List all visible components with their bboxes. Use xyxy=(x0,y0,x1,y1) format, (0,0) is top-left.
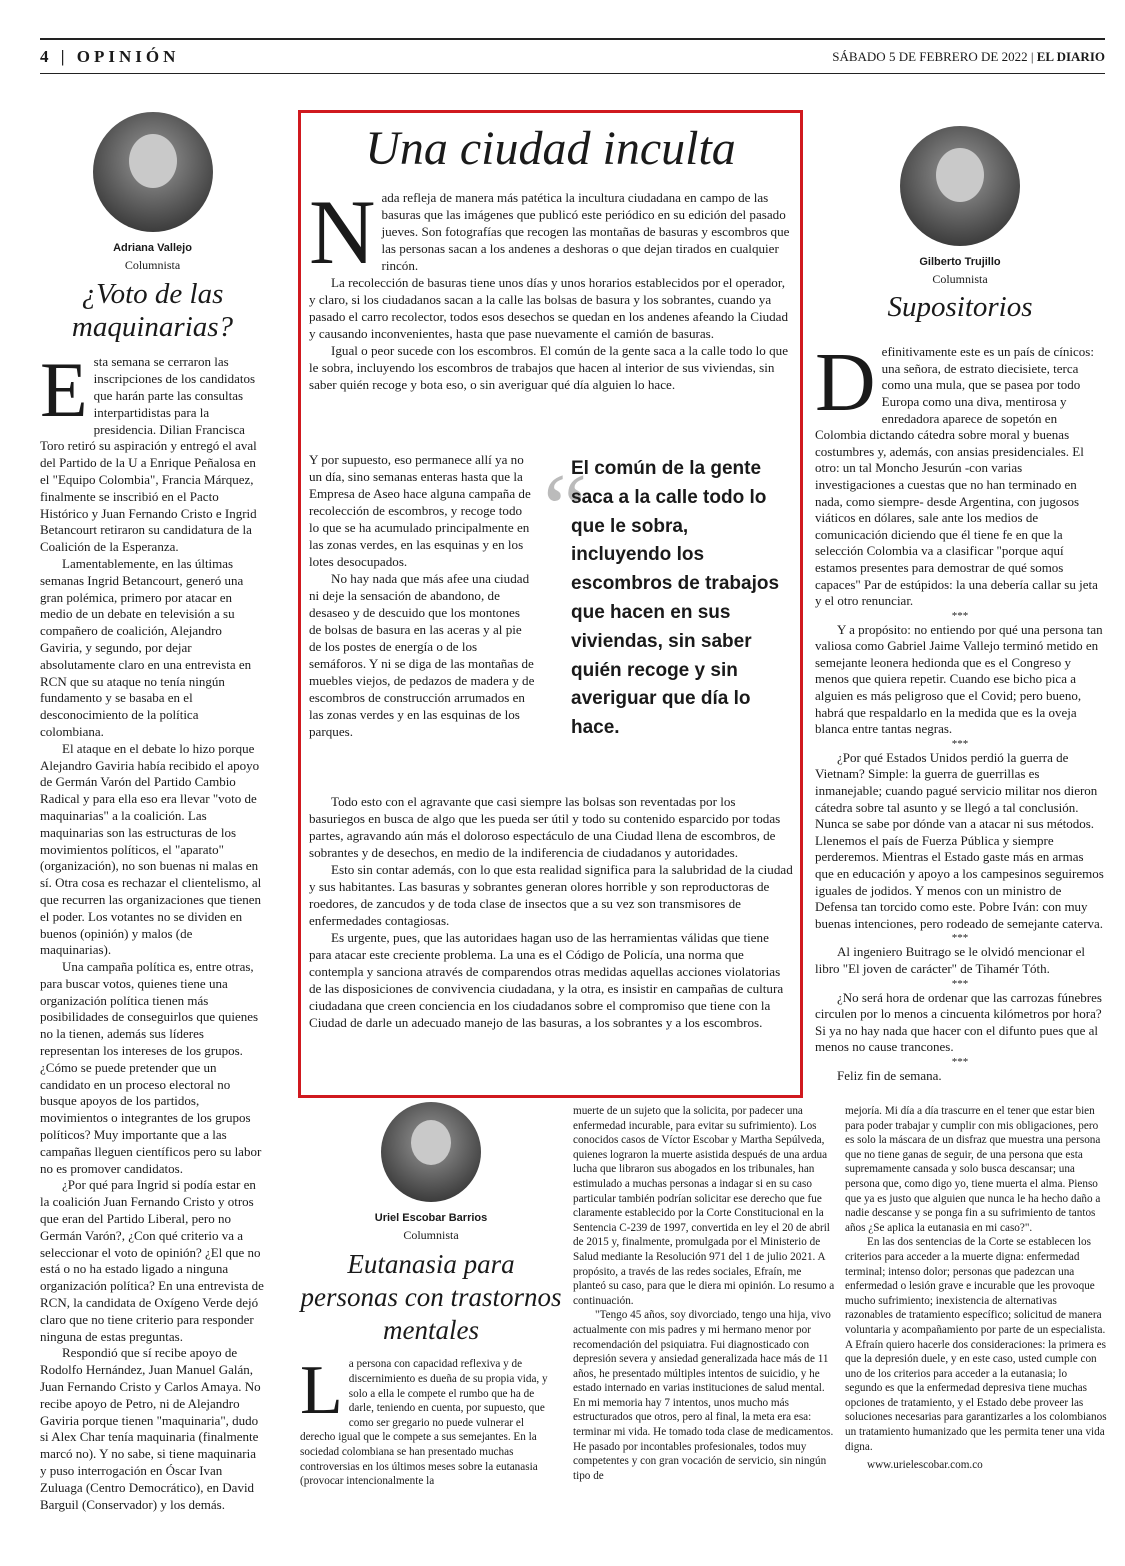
paragraph: muerte de un sujeto que la solicita, por padecer una enfermedad incurable, para evitar su sufrimiento). Los conocidos casos de Víctor Escobar y Martha Sepúlveda, quienes lograron la muerte asistida después de una ardua lucha que libraron sus abogados en los tribunales, han estimulado a muchas personas a indagar si en su caso particular también podrían solicitar ese derecho que fue claramente establecido por la Corte Constitucional en la Sentencia C-239 de 1997, convertida en ley el 20 de abril de 2015 y, finalmente, promulgada por el Ministerio de Salud mediante la Resolución 971 del 1 de julio 2021. A propósito, a través de las redes sociales, Efraín, me planteó su caso, para que le diera mi opinión. Lo resumo a continuación. xyxy=(573,1105,835,1307)
editorial-body-narrow xyxy=(309,451,535,740)
column-body xyxy=(40,346,265,1513)
author-name: Adriana Vallejo xyxy=(113,242,192,254)
column-title: ¿Voto de las maquinarias? xyxy=(71,278,234,344)
article-body xyxy=(300,1352,562,1488)
paragraph: ¿No será hora de ordenar que las carrozas fúnebres circulen por lo menos a cincuenta kilómetros por hora? Si ya no hay nada que hacer con el difunto pues que al menos no cause trancones. xyxy=(815,989,1102,1055)
section-label: 4 | OPINIÓN xyxy=(40,46,180,66)
left-column xyxy=(40,112,265,1513)
separator: *** xyxy=(951,737,969,750)
bottom-author-block xyxy=(300,1102,562,1489)
dropcap: D xyxy=(815,336,876,430)
paragraph: "Tengo 45 años, soy divorciado, tengo una hija, vivo actualmente con mis padres y mi hermano menor por recomendación del psiquiatra. Fui diagnosticado con depresión severa y ansiedad generalizada hace más de 11 años, he presentado múltiples intentos de suicidio, y he estado internado en varias instituciones de salud mental. En mi memoria hay 7 intentos, unos mucho más estructurados que otros, pero al final, la meta era esa: terminar mi vida. He tomado toda clase de medicamentos. He pasado por incontables profesionales, todos muy competentes y con gran vocación de servicio, sin ningún tipo de xyxy=(573,1309,834,1482)
date-text: SÁBADO 5 DE FEBRERO DE 2022 | xyxy=(832,48,1034,64)
paragraph: Lamentablemente, en las últimas semanas Ingrid Betancourt, generó una gran polémica, primero por atacar en medio de un debate en televisión a su compañero de coalición, Alejandro Gaviria, y segundo, por dejar absolutamente claro en una entrevista en RCN que su ataque no tenía ningún fundamento y se basaba en el desconocimiento de la política colombiana. xyxy=(40,555,252,739)
paragraph: Una campaña política es, entre otras, para buscar votos, quienes tiene una organización política tienen más posibilidades de conseguirlos que quienes no la tienen, además sus líderes representan los intereses de los grupos. ¿Cómo se puede pretender que un candidato en un proceso electoral no busque apoyos de los partidos, movimientos o integrantes de los grupos políticos? Muy importante que a las campañas lleguen científicos pero su labor no es promover candidatos. xyxy=(40,959,262,1176)
author-photo-escobar xyxy=(381,1102,481,1202)
paragraph: El ataque en el debate lo hizo porque Alejandro Gaviria había recibido el apoyo de Germán Varón del Partido Cambio Radical y para ella eso era llevar "voto de maquinarias" a la coalición. Las maquinarias son las estructuras de los movimientos políticos, el "aparato" (organización), no son buenas ni malas en sí. Otra cosa es rechazar el clientelismo, al que recurren las organizaciones que tienen el poder. Los votantes no se dividen en buenos (opinión) y malos (de maquinarias). xyxy=(40,740,262,958)
right-column xyxy=(815,126,1105,1085)
column-title: Supositorios xyxy=(887,291,1033,324)
paragraph: Y a propósito: no entiendo por qué una persona tan valiosa como Gabriel Jaime Vallejo terminó metido en semejante leonera hedionda que es el Congreso y menos que quiera repetir. Cuando ese bicho pica a alguien es más peligroso que el Covid; pero bueno, habrá que respaldarlo en la medida que es la oveja blanca entre tantas negras. xyxy=(815,621,1103,737)
paragraph: Feliz fin de semana. xyxy=(837,1067,942,1083)
lead-paragraph: efinitivamente este es un país de cínicos: una señora, de estrato diecisiete, terca como una mula, que se pasea por todo Europa como una diva, mentirosa y enredadora aparece de sopetón en Colombia dictando cátedra sobre moral y buenas costumbres y, además, con ansias presidenciales. El otro: un tal Moncho Jesurún -con varias investigaciones a cuestas que no han terminado en nada, como siempre- desde Argentina, con jugosos viáticos en dólares, sale ante los medios de comunicación diciendo que él tiene fe en que la selección Colombia va a clasificar "porque aquí estamos presentes para demostrar de qué somos capaces" Par de estúpidos: la una debería callar su jeta y el otro renunciar. xyxy=(815,344,1098,609)
paper-name: EL DIARIO xyxy=(1036,48,1105,64)
paragraph: Respondió que sí recibe apoyo de Rodolfo Hernández, Juan Manuel Galán, Juan Fernando Cristo y Carlos Amaya. No recibe apoyo de Petro, ni de Alejandro Gaviria porque tienen "maquinaria", dudo si Alex Char tenía maquinaria (finalmente marcó no). Y no sabe, si tiene maquinaria y puso interrogación en Óscar Ivan Zuluaga (Centro Democrático), en David Barguil (Conservador) y los demás. xyxy=(40,1345,261,1512)
paragraph: Todo esto con el agravante que casi siempre las bolsas son reventadas por los basuriegos en busca de algo que les pueda ser útil y todo su contenido esparcido por todas partes, agravando aún más el doloroso espectáculo de una Ciudad llena de escombros, de sobrantes y de desechos, en medio de la indiferencia de ciudadanos y autoridades. xyxy=(309,794,781,860)
article-title: Eutanasia para personas con trastornos mentales xyxy=(300,1249,562,1346)
editorial-title: Una ciudad inculta xyxy=(365,122,736,175)
separator: *** xyxy=(951,932,969,945)
date-line xyxy=(832,49,1105,65)
page-header xyxy=(40,38,1105,74)
paragraph: Igual o peor sucede con los escombros. El común de la gente saca a la calle todo lo que le sobra, incluyendo los escombros de trabajos que hacen al interior de sus viviendas, sin saber quién recoge y bota eso, o sin averiguar qué día alguien lo hace. xyxy=(309,343,789,392)
author-role: Columnista xyxy=(403,1228,459,1243)
author-name: Uriel Escobar Barrios xyxy=(374,1212,488,1224)
author-name: Gilberto Trujillo xyxy=(919,256,1001,268)
lead-paragraph: ada refleja de manera más patética la incultura ciudadana en campo de las basuras que las imágenes que publicó este periódico en su edición del pasado jueves. Son fotografías que recogen las montañas de basuras y escombros que las personas sacan a los andenes a deshoras o que dejan tirados en cualquier rincón. xyxy=(381,190,790,273)
dropcap: N xyxy=(309,181,376,283)
paragraph: La recolección de basuras tiene unos días y unos horarios establecidos por el operador, y claro, si los ciudadanos sacan a la calle las bolsas de basura y los sobrantes, cuando ya pasado el carro recolector, todos esos desechos se quedan en los andenes afeando la Ciudad y causando inconvenientes, hasta que pase nuevamente el camión de basuras. xyxy=(309,275,789,341)
editorial-body-bottom xyxy=(309,793,793,1031)
author-role: Columnista xyxy=(124,258,181,273)
editorial-box xyxy=(298,110,803,1098)
pull-quote: El común de la gente saca a la calle todo lo que le sobra, incluyendo los escombros de trabajos que hacen en sus viviendas, sin saber quién recoge y sin averiguar que día lo hace. xyxy=(571,458,780,739)
paragraph: No hay nada que más afee una ciudad ni deje la sensación de abandono, de desaseo y de descuido que los montones de bolsas de basura en las aceras y al pie de los postes de energía o de los semáforos. Y ni se diga de las montañas de muebles viejos, de pedazos de madera y de escombros de construcción arrumados en las zonas verdes y en las esquinas de los parques. xyxy=(309,571,535,739)
paragraph: Esto sin contar además, con lo que esta realidad significa para la salubridad de la ciudad y sus habitantes. Las basuras y sobrantes generan olores horrible y son reproductoras de roedores, de zancudos y de toda clase de insectos que a su vez son transmisores de enfermedades contagiosas. xyxy=(309,862,793,928)
quote-mark-icon: “ xyxy=(543,453,588,564)
author-photo-trujillo xyxy=(900,126,1020,246)
dropcap: L xyxy=(300,1352,343,1430)
editorial-body-top xyxy=(309,181,793,393)
author-url[interactable]: www.urielescobar.com.co xyxy=(867,1459,983,1472)
dropcap: E xyxy=(40,346,88,434)
paragraph: En las dos sentencias de la Corte se establecen los criterios para acceder a la muerte digna: enfermedad terminal; intenso dolor; personas que padezcan una enfermedad o lesión grave e incurable que les provoque mucho sufrimiento; inexistencia de alternativas razonables de tratamiento específico; solicitud de manera voluntaria y acompañamiento por parte de un especialista. A Efraín quiero hacerle dos consideraciones: la primera es que la depresión duele, y en este caso, usted cumple con uno de los criterios para acceder a la eutanasia; lo segundo es que la enfermedad depresiva tiene muchas opciones de tratamiento, y el Estado debe proveer las soluciones necesarias para garantizarles a los colombianos un tratamiento humanizado que les permita tener una vida digna. xyxy=(845,1236,1107,1453)
lead-paragraph: a persona con capacidad reflexiva y de discernimiento es dueña de su propia vida, y solo a ella le compete el rumbo que ha de darle, teniendo en cuenta, por supuesto, que como ser gregario no puede vulnerar el derecho igual que le compete a sus semejantes. En la sociedad colombiana se han presentado muchas controversias en los últimos meses sobre la eutanasia (provocar intencionalmente la xyxy=(300,1358,548,1488)
paragraph: ¿Por qué para Ingrid si podía estar en la coalición Juan Fernando Cristo y otros que eran del Partido Liberal, pero no Germán Varón?, ¿Con qué criterio va a seleccionar el voto de opinión? ¿El que no está o no ha estado ligado a ninguna organización política? En una entrevista de RCN, la candidata de Oxígeno Verde dejó claro que no tiene criterio para responder ninguna de estas preguntas. xyxy=(40,1177,264,1344)
paragraph: Al ingeniero Buitrago se le olvidó mencionar el libro "El joven de carácter" de Tihamér Tóth. xyxy=(815,944,1086,976)
separator: *** xyxy=(951,609,969,622)
bottom-right-column xyxy=(845,1104,1107,1473)
separator: *** xyxy=(951,977,969,990)
separator: *** xyxy=(951,1055,969,1068)
paragraph: Es urgente, pues, que las autoridaes hagan uso de las herramientas válidas que tiene para atacar este creciente problema. La una es el Código de Policía, una norma que contempla y sanciona através de comparendos otras medidas aquellas acciones violatorias de las disposiciones de convivencia ciudadana, y la otra, es insistir en campañas de cultura ciudadana que creen conciencia en los ciudadanos sobre el compromiso que tiene con la Ciudad de darle un adecuado manejo de las basuras, a los sobrantes y a los escombros. xyxy=(309,930,784,1030)
paragraph: ¿Por qué Estados Unidos perdió la guerra de Vietnam? Simple: la guerra de guerrillas es inmanejable; cuando pagué servicio militar nos dieron cátedra sobre tal asunto y se llegó a tal conclusión. Nunca se sabe por dónde van a atacar ni sus métodos. Llenemos el país de Fuerza Pública y siempre perderemos. Mientras el Estado gaste más en armas que en educación y apoyo a los campesinos seguiremos iguales de jodidos. Y menos con un ministro de Defensa tan torcido como este. Pobre Iván: con muy buenas intenciones, pero rodeado de semejante caterva. xyxy=(815,749,1104,931)
bottom-middle-column xyxy=(573,1104,835,1483)
author-role: Columnista xyxy=(932,271,988,286)
lead-paragraph: sta semana se cerraron las inscripciones de los candidatos que harán parte las consultas interpartidistas para la presidencia. Dilian Francisca Toro retiró su aspiración y entregó el aval del Partido de la U a Enrique Peñalosa en el "Equipo Colombia", Francia Márquez, finalmente se inscribió en el Pacto Histórico y Juan Fernando Cristo e Ingrid Betancourt retiraron su candidatura de la Coalición de la Esperanza. xyxy=(40,354,257,555)
paragraph: Y por supuesto, eso permanece allí ya no un día, sino semanas enteras hasta que la Empresa de Aseo hace alguna campaña de recolección de escombros, y recoge todo lo que se ha acumulado principalmente en las zonas verdes, en las esquinas y en los lotes desocupados. xyxy=(309,452,531,569)
author-photo-vallejo xyxy=(93,112,213,232)
paragraph: mejoría. Mi día a día trascurre en el tener que estar bien para poder trabajar y cumplir con mis obligaciones, pero es solo la máscara de un disfraz que muestra una persona que no tiene ganas de seguir, de una persona que esta supremamente cansada y solo busca descansar; una persona que, como digo yo, tiene muerta el alma. Pienso que ya es justo que alguien que nunca le ha hecho daño a nadie descanse y se ponga fin a su sufrimiento de tantos años ¿Se aplica la eutanasia en mi caso?". xyxy=(845,1105,1101,1234)
